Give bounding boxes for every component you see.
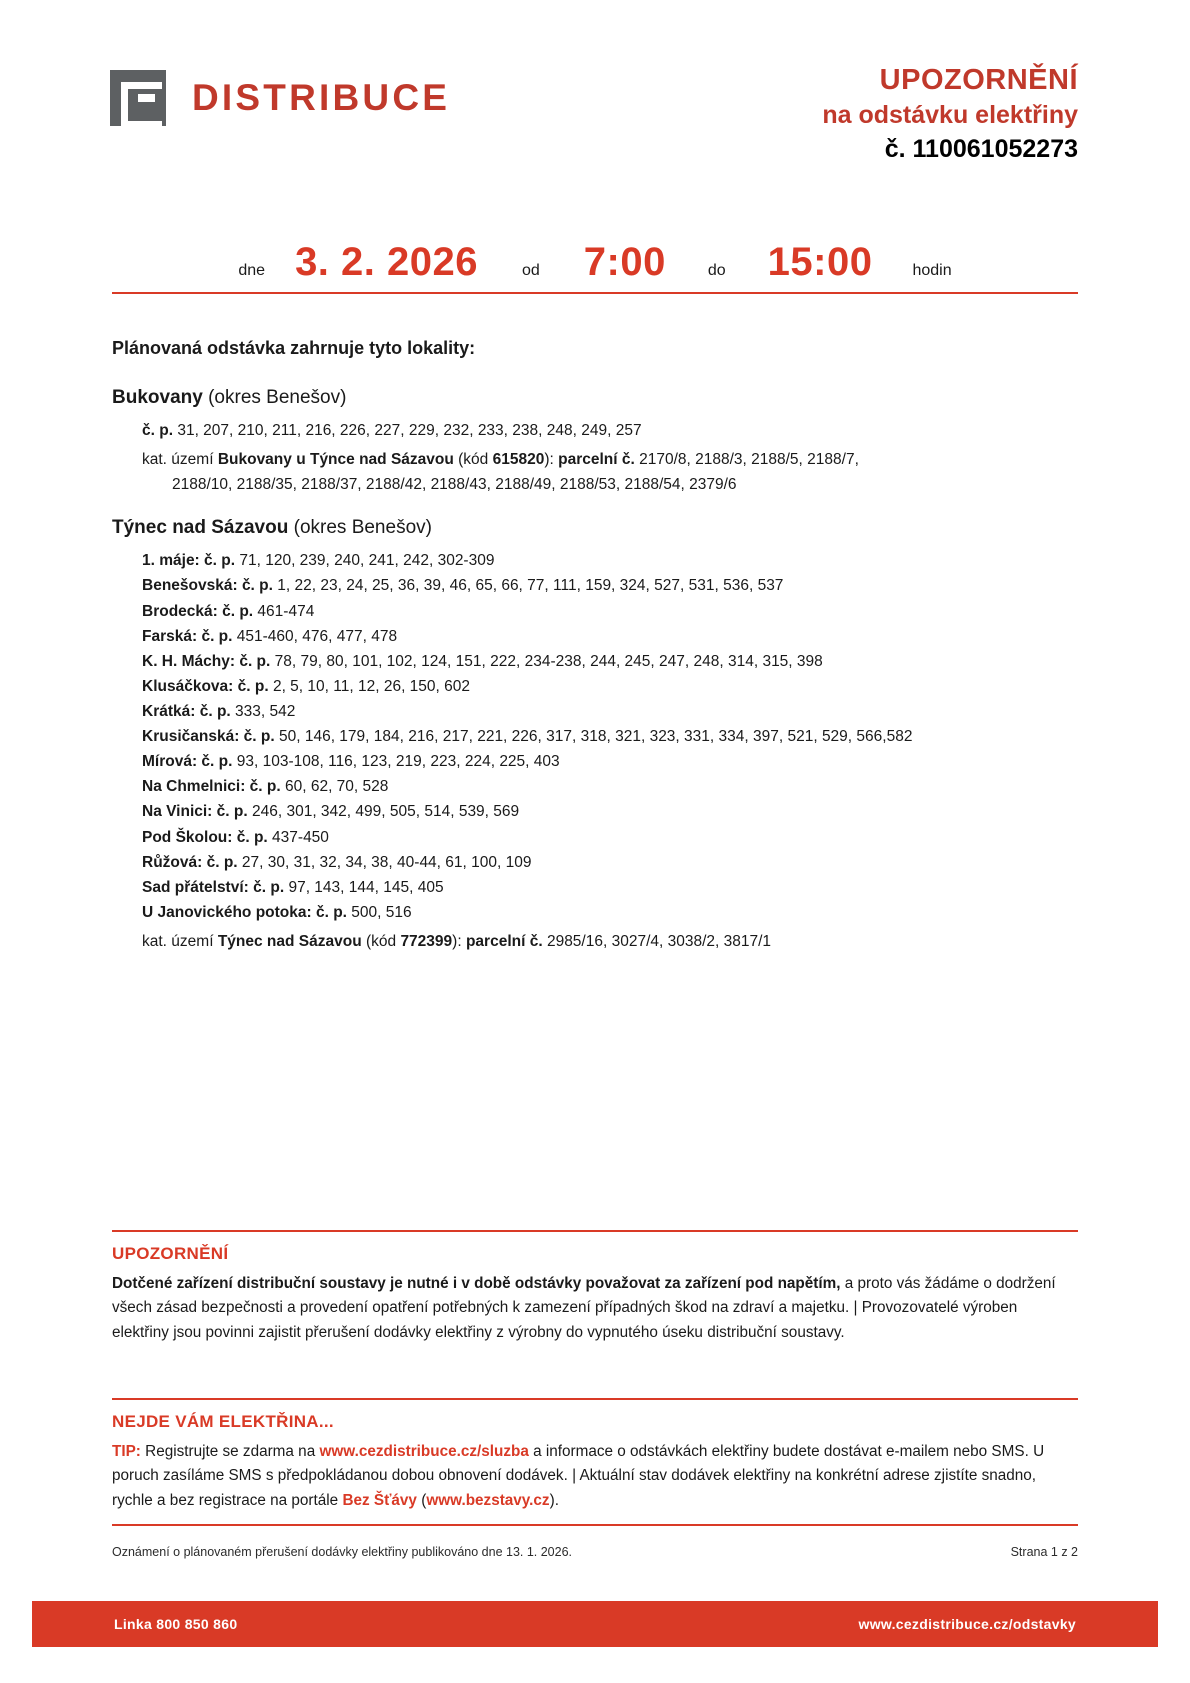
footer-web[interactable]: www.cezdistribuce.cz/odstavky xyxy=(858,1616,1076,1632)
street-name: Sad přátelství: č. p. xyxy=(142,878,285,896)
street-name: Krusičanská: č. p. xyxy=(142,728,275,746)
street-numbers: 71, 120, 239, 240, 241, 242, 302-309 xyxy=(235,552,495,570)
street-row xyxy=(112,749,1078,774)
municipality-district: (okres Benešov) xyxy=(202,387,347,408)
street-name: K. H. Máchy: č. p. xyxy=(142,652,271,670)
house-numbers-row xyxy=(112,418,1078,443)
cadastral-code-prefix: (kód xyxy=(453,451,493,469)
tip-label: TIP: xyxy=(112,1442,141,1460)
warning-lead: Dotčené zařízení distribuční soustavy je nutné i v době odstávky považovat za zařízení pod napětím, xyxy=(112,1274,841,1292)
street-row xyxy=(112,850,1078,875)
street-row xyxy=(112,825,1078,850)
street-name: Krátká: č. p. xyxy=(142,702,231,720)
street-name: Na Chmelnici: č. p. xyxy=(142,778,281,796)
parcel-label: parcelní č. xyxy=(558,451,635,469)
municipality-heading xyxy=(112,387,1078,409)
municipality-bukovany xyxy=(112,387,1078,497)
bezstavy-link[interactable]: www.bezstavy.cz xyxy=(426,1492,550,1510)
intro-text: Plánovaná odstávka zahrnuje tyto lokality: xyxy=(112,338,476,358)
municipality-name: Týnec nad Sázavou xyxy=(112,517,289,539)
warning-rest: a proto vás žádáme o dodržení všech zásad bezpečnosti a provedení opatření potřebných k zamezení případných škod na zdraví a majetku. | Provozovatelé výroben elektřiny jsou povinni zajistit přerušení dodávky elektřiny z výrobny do vypnutého úseku distribuční soustavy. xyxy=(112,1274,1056,1342)
street-name: Benešovská: č. p. xyxy=(142,577,273,595)
street-numbers: 246, 301, 342, 499, 505, 514, 539, 569 xyxy=(247,803,520,821)
street-name: Pod Školou: č. p. xyxy=(142,828,268,846)
street-numbers: 500, 516 xyxy=(347,903,412,921)
street-numbers: 78, 79, 80, 101, 102, 124, 151, 222, 234-238, 244, 245, 247, 248, 314, 315, 398 xyxy=(270,652,823,670)
help-text-1: Registrujte se zdarma na xyxy=(140,1442,320,1460)
cadastral-prefix: kat. území xyxy=(142,451,218,469)
help-text-2: a informace o odstávkách elektřiny budete dostávat e-mailem nebo SMS. U poruch zasíláme SMS s předpokládanou dobou obnovení dodávek. | Aktuální stav dodávek elektřiny na konkrétní adrese zjistíte snadno, rychle a bez registrace na portále xyxy=(112,1442,1045,1510)
section-divider xyxy=(112,1230,1078,1232)
cadastral-prefix: kat. území xyxy=(142,932,218,950)
street-numbers: 437-450 xyxy=(267,828,329,846)
street-row xyxy=(112,674,1078,699)
cadastral-code-prefix: (kód xyxy=(361,932,401,950)
cadastral-code-suffix: ): xyxy=(544,451,559,469)
warning-body xyxy=(112,1272,1078,1346)
notice-number: č. 110061052273 xyxy=(884,135,1078,164)
parcel-values-1: 2170/8, 2188/3, 2188/5, 2188/7, xyxy=(634,451,859,469)
outage-schedule-bar xyxy=(112,240,1078,296)
street-name: 1. máje: č. p. xyxy=(142,552,236,570)
warning-title: UPOZORNĚNÍ xyxy=(112,1243,229,1263)
brand-wordmark: DISTRIBUCE xyxy=(192,77,451,118)
street-name: Klusáčkova: č. p. xyxy=(142,677,269,695)
publication-info xyxy=(112,1545,1078,1559)
house-number-values: 31, 207, 210, 211, 216, 226, 227, 229, 232, 233, 238, 248, 249, 257 xyxy=(173,422,642,439)
parcel-values-2: 2188/10, 2188/35, 2188/37, 2188/42, 2188/43, 2188/49, 2188/53, 2188/54, 2379/6 xyxy=(172,476,737,494)
municipality-district: (okres Benešov) xyxy=(288,517,432,539)
page-footer xyxy=(32,1601,1158,1647)
cadastral-code-suffix: ): xyxy=(452,932,466,950)
house-number-label: č. p. xyxy=(142,422,174,439)
cadastral-code: 615820 xyxy=(492,451,545,469)
street-name: U Janovického potoka: č. p. xyxy=(142,903,347,921)
street-row xyxy=(112,875,1078,900)
footer-phone: Linka 800 850 860 xyxy=(114,1616,238,1632)
cadastral-code: 772399 xyxy=(400,932,453,950)
outage-date: 3. 2. 2026 xyxy=(295,240,478,284)
help-section xyxy=(112,1398,1078,1514)
publication-note: Oznámení o plánovaném přerušení dodávky elektřiny publikováno dne 13. 1. 2026. xyxy=(112,1545,573,1559)
street-numbers: 50, 146, 179, 184, 216, 217, 221, 226, 317, 318, 321, 323, 331, 334, 397, 521, 529, 566, xyxy=(274,728,887,746)
street-name: Farská: č. p. xyxy=(142,627,233,645)
label-hours: hodin xyxy=(912,262,952,279)
outage-time-from: 7:00 xyxy=(583,240,666,284)
date-divider xyxy=(112,292,1078,294)
street-name: Mírová: č. p. xyxy=(142,753,233,771)
street-row xyxy=(112,799,1078,824)
street-row xyxy=(112,774,1078,799)
street-name: Na Vinici: č. p. xyxy=(142,803,248,821)
street-row xyxy=(112,573,1078,598)
street-numbers: 333, 542 xyxy=(230,702,296,720)
page-number: Strana 1 z 2 xyxy=(1010,1545,1078,1559)
label-day: dne xyxy=(238,262,266,279)
cadastral-row xyxy=(112,447,1078,497)
street-row xyxy=(112,900,1078,925)
section-divider xyxy=(112,1524,1078,1526)
street-name: Brodecká: č. p. xyxy=(142,602,254,620)
help-title: NEJDE VÁM ELEKTŘINA... xyxy=(112,1411,334,1431)
municipality-name: Bukovany xyxy=(112,387,203,408)
street-row xyxy=(112,649,1078,674)
street-row xyxy=(112,548,1078,573)
street-row xyxy=(112,624,1078,649)
section-divider xyxy=(112,1398,1078,1400)
street-numbers: 2, 5, 10, 11, 12, 26, 150, 602 xyxy=(268,677,471,695)
help-text-4: ). xyxy=(549,1492,559,1510)
notice-heading xyxy=(822,62,1078,165)
label-to: do xyxy=(707,262,726,279)
street-row xyxy=(112,724,1078,749)
street-name: Růžová: č. p. xyxy=(142,853,238,871)
brand-logo xyxy=(110,62,450,126)
help-text-3: ( xyxy=(416,1492,427,1510)
bezstavy-portal-name[interactable]: Bez Šťávy xyxy=(342,1492,417,1510)
warning-section xyxy=(112,1230,1078,1346)
page-header xyxy=(110,62,1078,165)
notice-subtitle: na odstávku elektřiny xyxy=(822,101,1078,130)
service-link[interactable]: www.cezdistribuce.cz/sluzba xyxy=(319,1442,529,1460)
street-numbers: 461-474 xyxy=(253,602,315,620)
outage-time-to: 15:00 xyxy=(767,240,873,284)
street-row xyxy=(112,699,1078,724)
street-numbers: 1, 22, 23, 24, 25, 36, 39, 46, 65, 66, 77, 111, 159, 324, 527, 531, 536, 537 xyxy=(272,577,784,595)
parcel-values-1: 2985/16, 3027/4, 3038/2, 3817/1 xyxy=(542,932,772,950)
cadastral-row xyxy=(112,929,1078,954)
parcel-label: parcelní č. xyxy=(465,932,543,950)
street-numbers-cont: 582 xyxy=(886,728,913,746)
street-numbers: 451-460, 476, 477, 478 xyxy=(232,627,398,645)
municipality-heading xyxy=(112,517,1078,539)
label-from: od xyxy=(522,262,540,279)
municipality-tynec xyxy=(112,517,1078,954)
street-row xyxy=(112,599,1078,624)
street-numbers: 60, 62, 70, 528 xyxy=(280,778,389,796)
street-numbers: 97, 143, 144, 145, 405 xyxy=(284,878,444,896)
cez-square-logo-icon xyxy=(110,70,166,126)
street-numbers: 27, 30, 31, 32, 34, 38, 40-44, 61, 100, 109 xyxy=(237,853,532,871)
cadastral-area: Týnec nad Sázavou xyxy=(217,932,362,950)
locality-section xyxy=(112,338,1078,974)
help-body xyxy=(112,1440,1078,1514)
cadastral-area: Bukovany u Týnce nad Sázavou xyxy=(217,451,454,469)
street-numbers: 93, 103-108, 116, 123, 219, 223, 224, 225, 403 xyxy=(232,753,560,771)
notice-title: UPOZORNĚNÍ xyxy=(879,64,1078,96)
